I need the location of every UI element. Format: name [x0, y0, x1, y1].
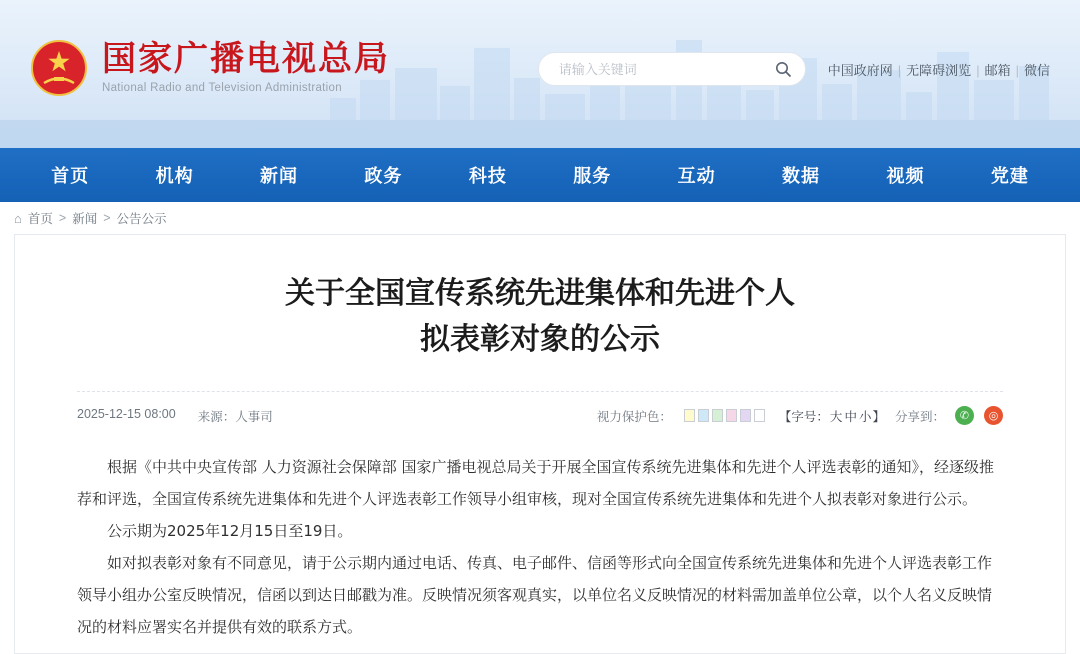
- article-meta: [77, 391, 1003, 425]
- fontsize-small[interactable]: 小: [858, 409, 872, 424]
- home-icon: ⌂: [14, 210, 22, 226]
- breadcrumb-item-2[interactable]: 公告公示: [116, 212, 167, 226]
- top-link-3[interactable]: 微信: [1023, 62, 1050, 78]
- nav-item-affairs[interactable]: 政务: [364, 166, 403, 187]
- page-title: [77, 263, 1003, 363]
- breadcrumb-separator: >: [103, 211, 111, 225]
- national-emblem-icon: [30, 39, 88, 97]
- nav-item-interact[interactable]: 互动: [677, 166, 716, 187]
- nav-item-tech[interactable]: 科技: [468, 166, 507, 187]
- eye-protect-label: 视力保护色：: [596, 409, 672, 424]
- nav-item-news[interactable]: 新闻: [260, 166, 299, 187]
- site-header: [0, 0, 1080, 148]
- fontsize-label: 【字号：: [778, 409, 829, 424]
- nav-item-service[interactable]: 服务: [573, 166, 612, 187]
- article-paragraph-2: 如对拟表彰对象有不同意见，请于公示期内通过电话、传真、电子邮件、信函等形式向全国宣传系统先进集体和先进个人评选表彰工作领导小组办公室反映情况，信函以到达日邮戳为准。反映情况须客观真实，以单位名义反映情况的材料需加盖单位公章，以个人名义反映情况的材料应署实名并提供有效的联系方式。: [77, 554, 993, 636]
- fontsize-close: 】: [872, 409, 885, 424]
- search-input[interactable]: [557, 61, 771, 78]
- color-swatch-4[interactable]: [740, 409, 751, 422]
- wechat-share-icon[interactable]: ✆: [955, 406, 974, 425]
- color-swatch-5[interactable]: [754, 409, 765, 422]
- top-link-0[interactable]: 中国政府网: [827, 62, 893, 78]
- fontsize-large[interactable]: 大: [829, 409, 843, 424]
- color-swatch-3[interactable]: [726, 409, 737, 422]
- breadcrumb-separator: >: [58, 211, 67, 225]
- page-title-line2: 拟表彰对象的公示: [420, 322, 660, 357]
- link-separator: |: [1015, 62, 1019, 78]
- main-navigation[interactable]: [0, 148, 1080, 202]
- article-container: [14, 234, 1066, 654]
- brand-title-cn: 国家广播电视总局: [102, 38, 390, 79]
- weibo-share-icon[interactable]: ◎: [984, 406, 1003, 425]
- fontsize-medium[interactable]: 中: [844, 409, 857, 424]
- nav-item-org[interactable]: 机构: [155, 166, 194, 187]
- color-swatch-1[interactable]: [698, 409, 709, 422]
- nav-item-home[interactable]: 首页: [51, 166, 90, 187]
- header-top-links[interactable]: [828, 60, 1050, 79]
- nav-item-party[interactable]: 党建: [990, 166, 1029, 187]
- color-swatch-2[interactable]: [712, 409, 723, 422]
- breadcrumb-item-0[interactable]: 首页: [27, 212, 53, 226]
- breadcrumb: [0, 202, 1080, 234]
- brand-title-en: National Radio and Television Administration: [102, 81, 342, 94]
- search-icon[interactable]: [771, 56, 797, 82]
- site-brand[interactable]: [30, 39, 390, 97]
- article-body: [77, 451, 1003, 643]
- link-separator: |: [897, 62, 902, 78]
- nav-item-video[interactable]: 视频: [886, 166, 925, 187]
- article-source: 来源：人事司: [197, 409, 273, 424]
- share-label: 分享到：: [894, 409, 945, 424]
- page-title-line1: 关于全国宣传系统先进集体和先进个人: [285, 276, 795, 311]
- top-link-1[interactable]: 无障碍浏览: [906, 62, 972, 78]
- breadcrumb-item-1[interactable]: 新闻: [72, 212, 98, 226]
- article-paragraph-0: 根据《中共中央宣传部 人力资源社会保障部 国家广播电视总局关于开展全国宣传系统先进集体和先进个人评选表彰的通知》，经逐级推荐和评选，全国宣传系统先进集体和先进个人评选表彰工作领导小组审核，现对全国宣传系统先进集体和先进个人拟表彰对象进行公示。: [77, 458, 995, 508]
- fontsize-control[interactable]: [779, 407, 885, 425]
- top-link-2[interactable]: 邮箱: [984, 62, 1011, 78]
- search-box[interactable]: [538, 52, 806, 86]
- nav-item-data[interactable]: 数据: [782, 166, 821, 187]
- color-swatch-0[interactable]: [684, 409, 695, 422]
- eye-protect-swatches[interactable]: [684, 409, 765, 422]
- publish-date: 2025-12-15 08:00: [77, 406, 176, 421]
- link-separator: |: [976, 62, 980, 78]
- article-paragraph-1: 公示期为2025年12月15日至19日。: [107, 522, 353, 540]
